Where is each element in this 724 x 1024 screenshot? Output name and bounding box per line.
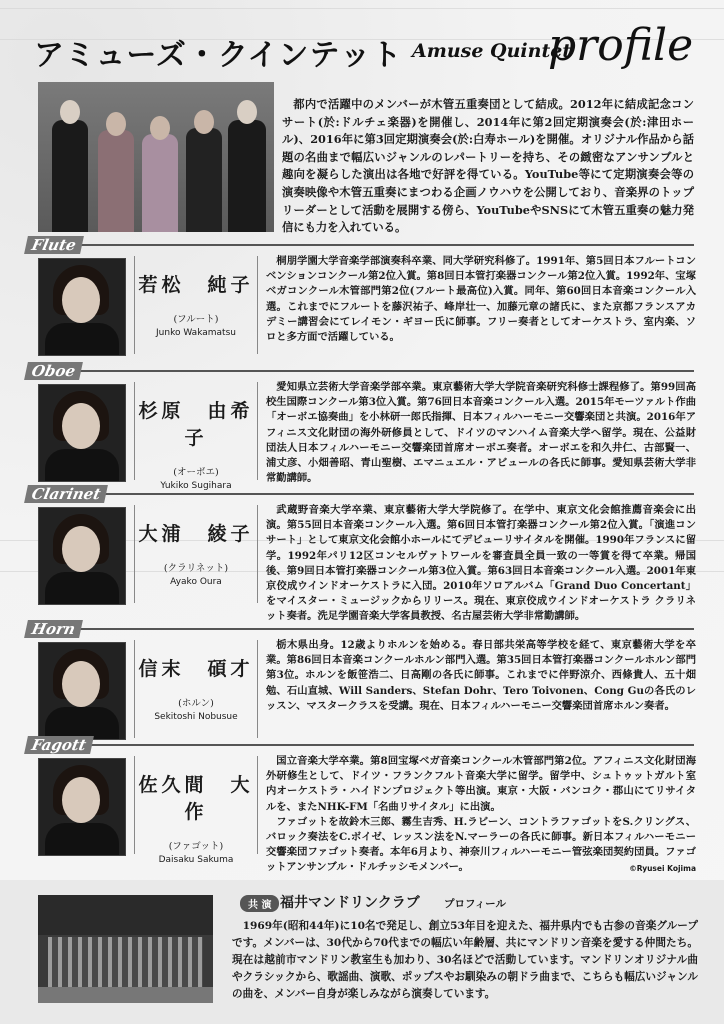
member-romaji-name: Sekitoshi Nobusue — [154, 712, 238, 722]
instrument-label: Clarinet — [24, 485, 108, 503]
member-portrait — [38, 384, 126, 482]
member-biography-text: 桐朋学園大学音楽学部演奏科卒業、同大学研究科修了。1991年、第5回日本フルートコンベンションコンクール第2位入賞。第8回日本管打楽器コンクール第2位入賞。1992年、宝塚ベガコンクール木管部門第2位(フルート最高位)入賞。同年、第60回日本音楽コンクール入選。これまでにフルートを藤沢祐子、峰岸壮一、加藤元章の諸氏に、また京都フランスアカデミー講習会にてレイモン・ギヨー氏に師事。フリー奏者としてオーケストラ、室内楽、ソロと多方面で活躍している。 — [266, 255, 696, 344]
member-name: 杉原 由希子 — [138, 400, 254, 449]
member-biography — [266, 380, 696, 486]
section-divider — [30, 370, 694, 372]
member-biography-text: 武蔵野音楽大学卒業、東京藝術大学大学院修了。在学中、東京文化会館推薦音楽会に出演。第55回日本音楽コンクール入選。第6回日本管打楽器コンクール第2位入賞。「演進コンサート」として東京文化会館小ホールにてデビューリサイタルを開催。1990年フランスに留学。1992年パリ12区コンセルヴァトワールを審査員全員一致の一等賞を得て卒業。帰国後、第9回日本管打楽器コンクール第3位入賞。第63回日本音楽コンクール入選。2001年東京佼成ウインドオーケストラに入団。2010年ソロアルバム「Grand Duo Concertant」をマイスター・ミュージックからリリース。現在、東京佼成ウインドオーケストラ クラリネット奏者。洗足学園音楽大学客員教授、名古屋芸術大学非常勤講師。 — [266, 504, 696, 623]
member-romaji-name: Daisaku Sakuma — [158, 855, 234, 865]
member-name: 若松 純子 — [138, 274, 254, 296]
photo-credit: ©Ryusei Kojima — [629, 864, 696, 873]
member-name-box — [134, 256, 258, 354]
member-portrait — [38, 642, 126, 740]
guest-description — [232, 918, 698, 1003]
member-name-box — [134, 640, 258, 738]
member-name: 信末 碩才 — [138, 658, 254, 680]
member-portrait — [38, 758, 126, 856]
member-instrument: (ファゴット) — [168, 841, 224, 852]
member-romaji-name: Junko Wakamatsu — [156, 328, 236, 338]
section-divider — [30, 244, 694, 246]
member-portrait — [38, 258, 126, 356]
member-instrument: (オーボエ) — [173, 467, 219, 478]
member-name-box — [134, 505, 258, 603]
member-name: 大浦 綾子 — [138, 523, 254, 545]
group-description — [282, 96, 694, 237]
member-biography — [266, 254, 696, 345]
member-romaji-name: Ayako Oura — [170, 577, 222, 587]
member-name: 佐久間 大作 — [138, 774, 254, 823]
member-portrait — [38, 507, 126, 605]
member-name-box — [134, 756, 258, 865]
page-title-profile: profile — [548, 20, 694, 71]
page-title: アミューズ・クインテット — [34, 38, 403, 73]
group-photo — [38, 82, 274, 232]
member-biography-text: 愛知県立芸術大学音楽学部卒業。東京藝術大学大学院音楽研究科修士課程修了。第99回高校生国際コンクール第3位入賞。第76回日本音楽コンクール入選。2015年モーツァルト作曲「オーボエ協奏曲」を小林研一郎氏指揮、日本フィルハーモニー交響楽団と共演。2016年アフィニス文化財団の海外研修員として、ドイツのマンハイム音楽大学へ留学。現在、公益財団法人日本フィルハーモニー交響楽団首席オーボエ奏者。オーボエを和久井仁、古部賢一、浦丈彦、小畑善昭、青山聖樹、エマニュエル・アビュールの各氏に師事。愛知県芸術大学非常勤講師。 — [266, 381, 696, 485]
section-divider — [30, 744, 694, 746]
member-biography-text: 栃木県出身。12歳よりホルンを始める。春日部共栄高等学校を経て、東京藝術大学を卒業。第86回日本音楽コンクールホルン部門入選。第35回日本管打楽器コンクールホルン部門第3位。ホルンを飯笹浩二、日高剛の各氏に師事。これまでに伴野涼介、西條貴人、五十畑勉、石山直城、Will Sanders、Stefan Dohr、Tero Toivonen、Cong Guの各氏のレッスン、マスタークラスを受講。現在、日本フィルハーモニー交響楽団首席ホルン奏者。 — [266, 639, 696, 712]
guest-badge: 共 演 — [240, 895, 279, 912]
guest-description-text: 1969年(昭和44年)に10名で発足し、創立53年目を迎えた、福井県内でも古参の音楽グループです。メンバーは、30代から70代までの幅広い年齢層、共にマンドリン音楽を愛する仲間たち。現在は越前市マンドリン教室生も加わり、30名ほどで活動しています。マンドリンオリジナル曲やクラシックから、歌謡曲、演歌、ポップスやお馴染みの朝ドラ曲まで、こちらも幅広いジャンルの曲を、メンバー自身が楽しみながら演奏しています。 — [232, 920, 698, 1000]
mandolin-club-photo — [38, 895, 213, 1003]
guest-profile-label: プロフィール — [444, 898, 506, 910]
instrument-label: Oboe — [24, 362, 83, 380]
page-title-english: Amuse Quintet — [412, 40, 572, 62]
guest-name: 福井マンドリンクラブ — [280, 895, 420, 911]
member-name-box — [134, 382, 258, 491]
member-instrument: (ホルン) — [178, 698, 214, 709]
instrument-label: Fagott — [24, 736, 94, 754]
member-biography — [266, 754, 696, 876]
group-description-text: 都内で活躍中のメンバーが木管五重奏団として結成。2012年に結成記念コンサート(於:ドルチェ楽器)を開催し、2014年に第2回定期演奏会(於:津田ホール)、2016年に第3回定期演奏会(於:白寿ホール)を開催。オリジナル作品から話題の名曲まで幅広いジャンルのレパートリーを持ち、その緻密なアンサンブルと趣向を凝らした演出は各地で好評を得ている。YouTube等にて定期演奏会等の演奏映像や木管五重奏にまつわる企画ノウハウを公開しており、音楽界のトップリーダーとして活動を展開する傍ら、YouTubeやSNSにて木管五重奏の魅力発信にも力を入れている。 — [282, 97, 694, 235]
member-biography-text: 国立音楽大学卒業。第8回宝塚ベガ音楽コンクール木管部門第2位。アフィニス文化財団海外研修生として、ドイツ・フランクフルト音楽大学に留学。留学中、シュトゥットガルト室内オーケストラ・ハイドンプロジェクト等出演。東京・大阪・バンコク・郡山にてリサイタルを、またNHK-FM「名曲リサイタル」に出演。 — [266, 755, 696, 813]
member-instrument: (フルート) — [173, 314, 219, 325]
member-instrument: (クラリネット) — [163, 563, 229, 574]
section-divider — [30, 493, 694, 495]
member-biography — [266, 638, 696, 714]
member-biography — [266, 503, 696, 625]
member-romaji-name: Yukiko Sugihara — [160, 481, 232, 491]
instrument-label: Flute — [24, 236, 84, 254]
instrument-label: Horn — [24, 620, 83, 638]
section-divider — [30, 628, 694, 630]
member-biography-text-2: ファゴットを故鈴木三郎、霧生吉秀、H.ラビーン、コントラファゴットをS.クリングス、バロック奏法をC.ボイゼ、レッスン法をN.マーラーの各氏に師事。新日本フィルハーモニー交響楽団ファゴット奏者。本年6月より、神奈川フィルハーモニー管弦楽団契約団員。ファゴットアンサンブル・ドルチッシモメンバー。 — [266, 815, 696, 874]
